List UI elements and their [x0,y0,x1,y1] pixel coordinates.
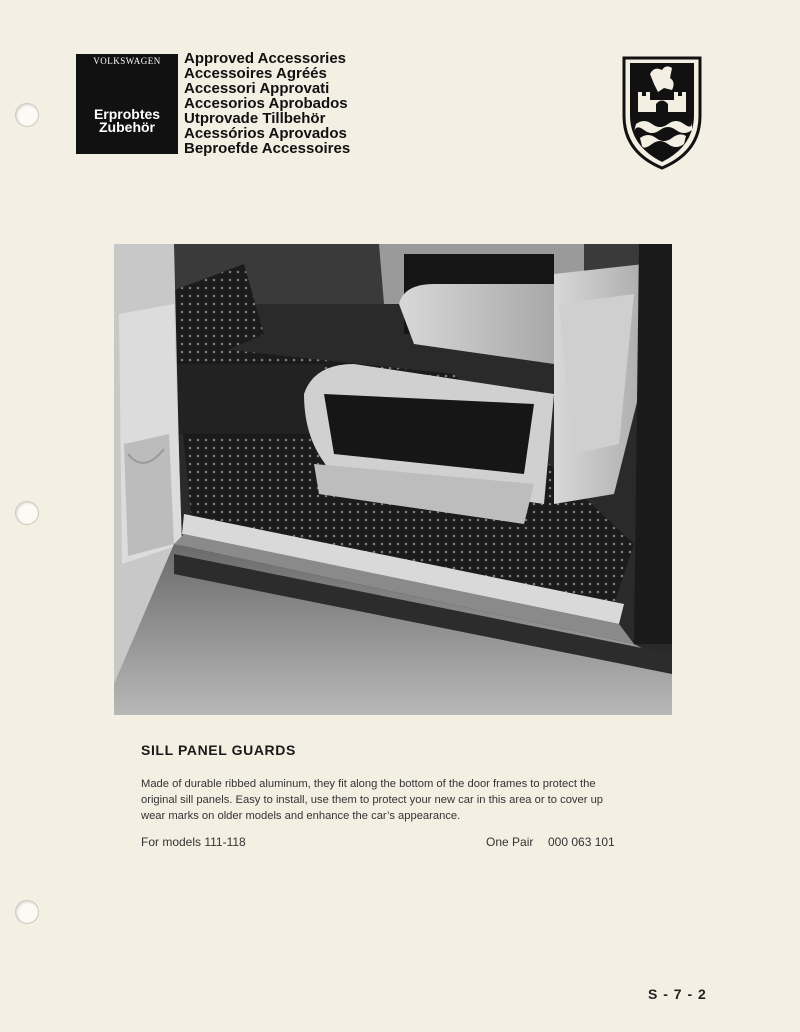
description-line: wear marks on older models and enhance the car’s appearance. [141,810,461,822]
brand-label: VOLKSWAGEN [93,56,161,66]
product-heading: SILL PANEL GUARDS [141,742,296,758]
brand-german-line2: Zubehör [99,119,155,135]
title-french: Accessoires Agréés [184,65,327,82]
punch-hole-middle [15,501,39,525]
part-number: 000 063 101 [548,835,615,849]
title-english: Approved Accessories [184,50,347,67]
punch-hole-top [15,103,39,127]
model-range: For models 111-118 [141,835,246,849]
product-description [141,776,661,824]
title-spanish: Accesorios Aprobados [184,95,348,112]
title-swedish: Utprovade Tillbehör [184,110,326,127]
quantity-label: One Pair [486,835,534,849]
description-line: Made of durable ribbed aluminum, they fit along the bottom of the door frames to protect the [141,778,596,790]
title-portuguese: Acessórios Aprovados [184,125,347,142]
punch-hole-bottom [15,900,39,924]
product-photo [114,244,672,715]
title-dutch: Beproefde Accessoires [184,140,351,157]
page-number: S - 7 - 2 [648,986,707,1002]
description-line: original sill panels. Easy to install, use them to protect your new car in this area or to cover up [141,794,604,806]
brand-box [76,54,178,154]
brand-german-title [78,108,176,134]
title-italian: Accessori Approvati [184,80,330,97]
multilingual-titles [184,51,350,156]
brand-german-line1: Erprobtes [93,106,161,122]
wolfsburg-crest-icon [620,52,704,170]
